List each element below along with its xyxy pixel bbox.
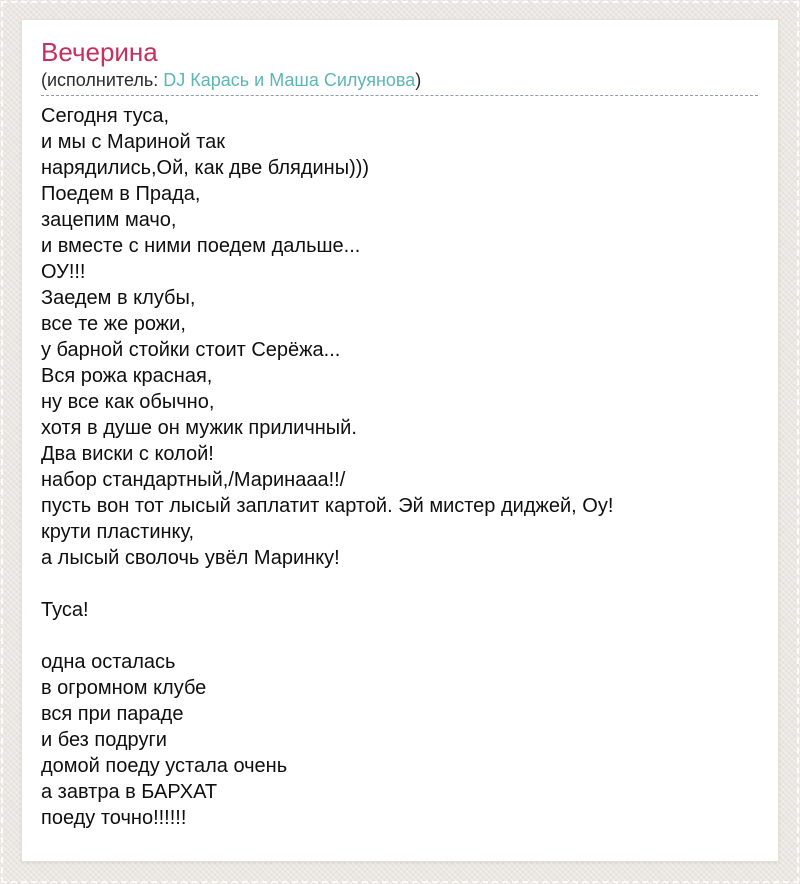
lyric-line: и мы с Мариной так xyxy=(41,131,225,153)
lyric-line: вся при параде xyxy=(41,703,184,725)
lyric-line: все те же рожи, xyxy=(41,313,186,335)
lyric-line: а завтра в БАРХАТ xyxy=(41,781,218,803)
lyric-line: Заедем в клубы, xyxy=(41,287,196,309)
lyric-line xyxy=(41,571,758,597)
lyrics-text xyxy=(41,103,758,831)
artist-link[interactable]: DJ Карась и Маша Силуянова xyxy=(163,70,416,90)
lyric-line: хотя в душе он мужик приличный. xyxy=(41,417,357,439)
artist-prefix-label: (исполнитель: xyxy=(41,70,164,90)
lyric-line: зацепим мачо, xyxy=(41,209,177,231)
lyric-line: набор стандартный,/Маринааа!!/ xyxy=(41,469,346,491)
lyric-line: ОУ!!! xyxy=(41,261,86,283)
lyric-line: Сегодня туса, xyxy=(41,105,170,127)
lyric-line: Туса! xyxy=(41,599,89,621)
lyrics-card xyxy=(21,19,779,862)
page-title: Вечерина xyxy=(41,37,158,67)
lyric-line: одна осталась xyxy=(41,651,176,673)
lyric-line xyxy=(41,623,758,649)
lyric-line: у барной стойки стоит Серёжа... xyxy=(41,339,341,361)
lyric-line: Поедем в Прада, xyxy=(41,183,201,205)
lyric-line: в огромном клубе xyxy=(41,677,207,699)
lyric-line: и вместе с ними поедем дальше... xyxy=(41,235,361,257)
lyric-line: Вся рожа красная, xyxy=(41,365,213,387)
lyric-line: пусть вон тот лысый заплатит картой. Эй мистер диджей, Оу! xyxy=(41,495,614,517)
artist-suffix-label: ) xyxy=(415,70,422,90)
lyric-line: ну все как обычно, xyxy=(41,391,215,413)
lyric-line: крути пластинку, xyxy=(41,521,195,543)
artist-line xyxy=(41,70,758,96)
lyric-line: нарядились,Ой, как две блядины))) xyxy=(41,157,370,179)
lyric-line: и без подруги xyxy=(41,729,167,751)
lyric-line: а лысый сволочь увёл Маринку! xyxy=(41,547,340,569)
lyric-line: домой поеду устала очень xyxy=(41,755,288,777)
lyric-line: Два виски с колой! xyxy=(41,443,214,465)
lyric-line: поеду точно!!!!!! xyxy=(41,807,187,829)
